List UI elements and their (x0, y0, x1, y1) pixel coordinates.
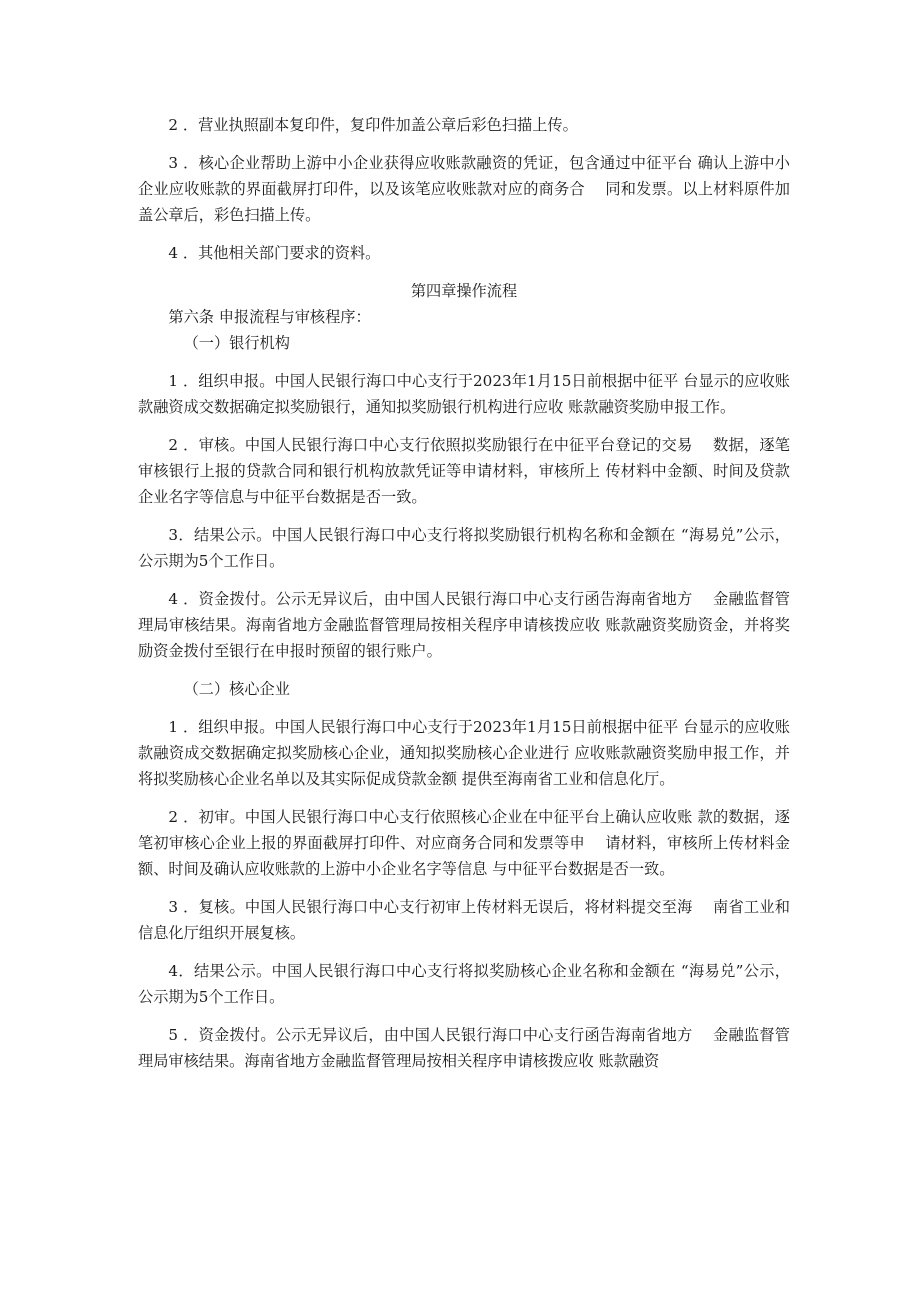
intro-item-3: 3 ．核心企业帮助上游中小企业获得应收账款融资的凭证，包含通过中征平台 确认上游中小企业应收账款的界面截屏打印件，以及该笔应收账款对应的商务合 同和发票。以上材料原件加盖公章后，彩色扫描上传。 (138, 154, 790, 224)
article-title: 第六条 申报流程与审核程序： (168, 308, 371, 326)
core-item-5: 5 ．资金拨付。公示无异议后，由中国人民银行海口中心支行函告海南省地方 金融监督管理局审核结果。海南省地方金融监督管理局按相关程序申请核拨应收 账款融资 (138, 1026, 790, 1070)
bank-item-2: 2 ．审核。中国人民银行海口中心支行依照拟奖励银行在中征平台登记的交易 数据，逐笔审核银行上报的贷款合同和银行机构放款凭证等申请材料，审核所上 传材料中金额、时间及贷款企业名字等信息与中征平台数据是否一致。 (138, 436, 790, 506)
bank-item-3: 3．结果公示。中国人民银行海口中心支行将拟奖励银行机构名称和金额在 “海易兑”公示，公示期为5个工作日。 (138, 526, 790, 570)
document-page (138, 112, 790, 1074)
core-item-4: 4．结果公示。中国人民银行海口中心支行将拟奖励核心企业名称和金额在 “海易兑”公示，公示期为5个工作日。 (138, 962, 790, 1006)
core-item-3: 3 ．复核。中国人民银行海口中心支行初审上传材料无误后，将材料提交至海 南省工业和信息化厅组织开展复核。 (138, 898, 790, 942)
bank-item-1: 1 ．组织申报。中国人民银行海口中心支行于2023年1月15日前根据中征平 台显示的应收账款融资成交数据确定拟奖励银行，通知拟奖励银行机构进行应收 账款融资奖励申报工作。 (138, 372, 790, 416)
bank-section-title: （一）银行机构 (183, 334, 290, 352)
intro-item-4: 4 ．其他相关部门要求的资料。 (168, 244, 381, 262)
chapter-title: 第四章操作流程 (410, 282, 518, 300)
core-section-title: （二）核心企业 (183, 680, 290, 698)
bank-item-4: 4 ．资金拨付。公示无异议后，由中国人民银行海口中心支行函告海南省地方 金融监督管理局审核结果。海南省地方金融监督管理局按相关程序申请核拨应收 账款融资奖励资金，并将奖励资金拨付至银行在申报时预留的银行账户。 (138, 590, 790, 660)
core-item-1: 1 ．组织申报。中国人民银行海口中心支行于2023年1月15日前根据中征平 台显示的应收账款融资成交数据确定拟奖励核心企业，通知拟奖励核心企业进行 应收账款融资奖励申报工作，并将拟奖励核心企业名单以及其实际促成贷款金额 提供至海南省工业和信息化厅。 (138, 718, 790, 788)
intro-item-2: 2 ．营业执照副本复印件，复印件加盖公章后彩色扫描上传。 (168, 116, 578, 134)
core-item-2: 2 ．初审。中国人民银行海口中心支行依照核心企业在中征平台上确认应收账 款的数据，逐笔初审核心企业上报的界面截屏打印件、对应商务合同和发票等申 请材料，审核所上传材料金额、时间及确认应收账款的上游中小企业名字等信息 与中征平台数据是否一致。 (138, 808, 790, 878)
